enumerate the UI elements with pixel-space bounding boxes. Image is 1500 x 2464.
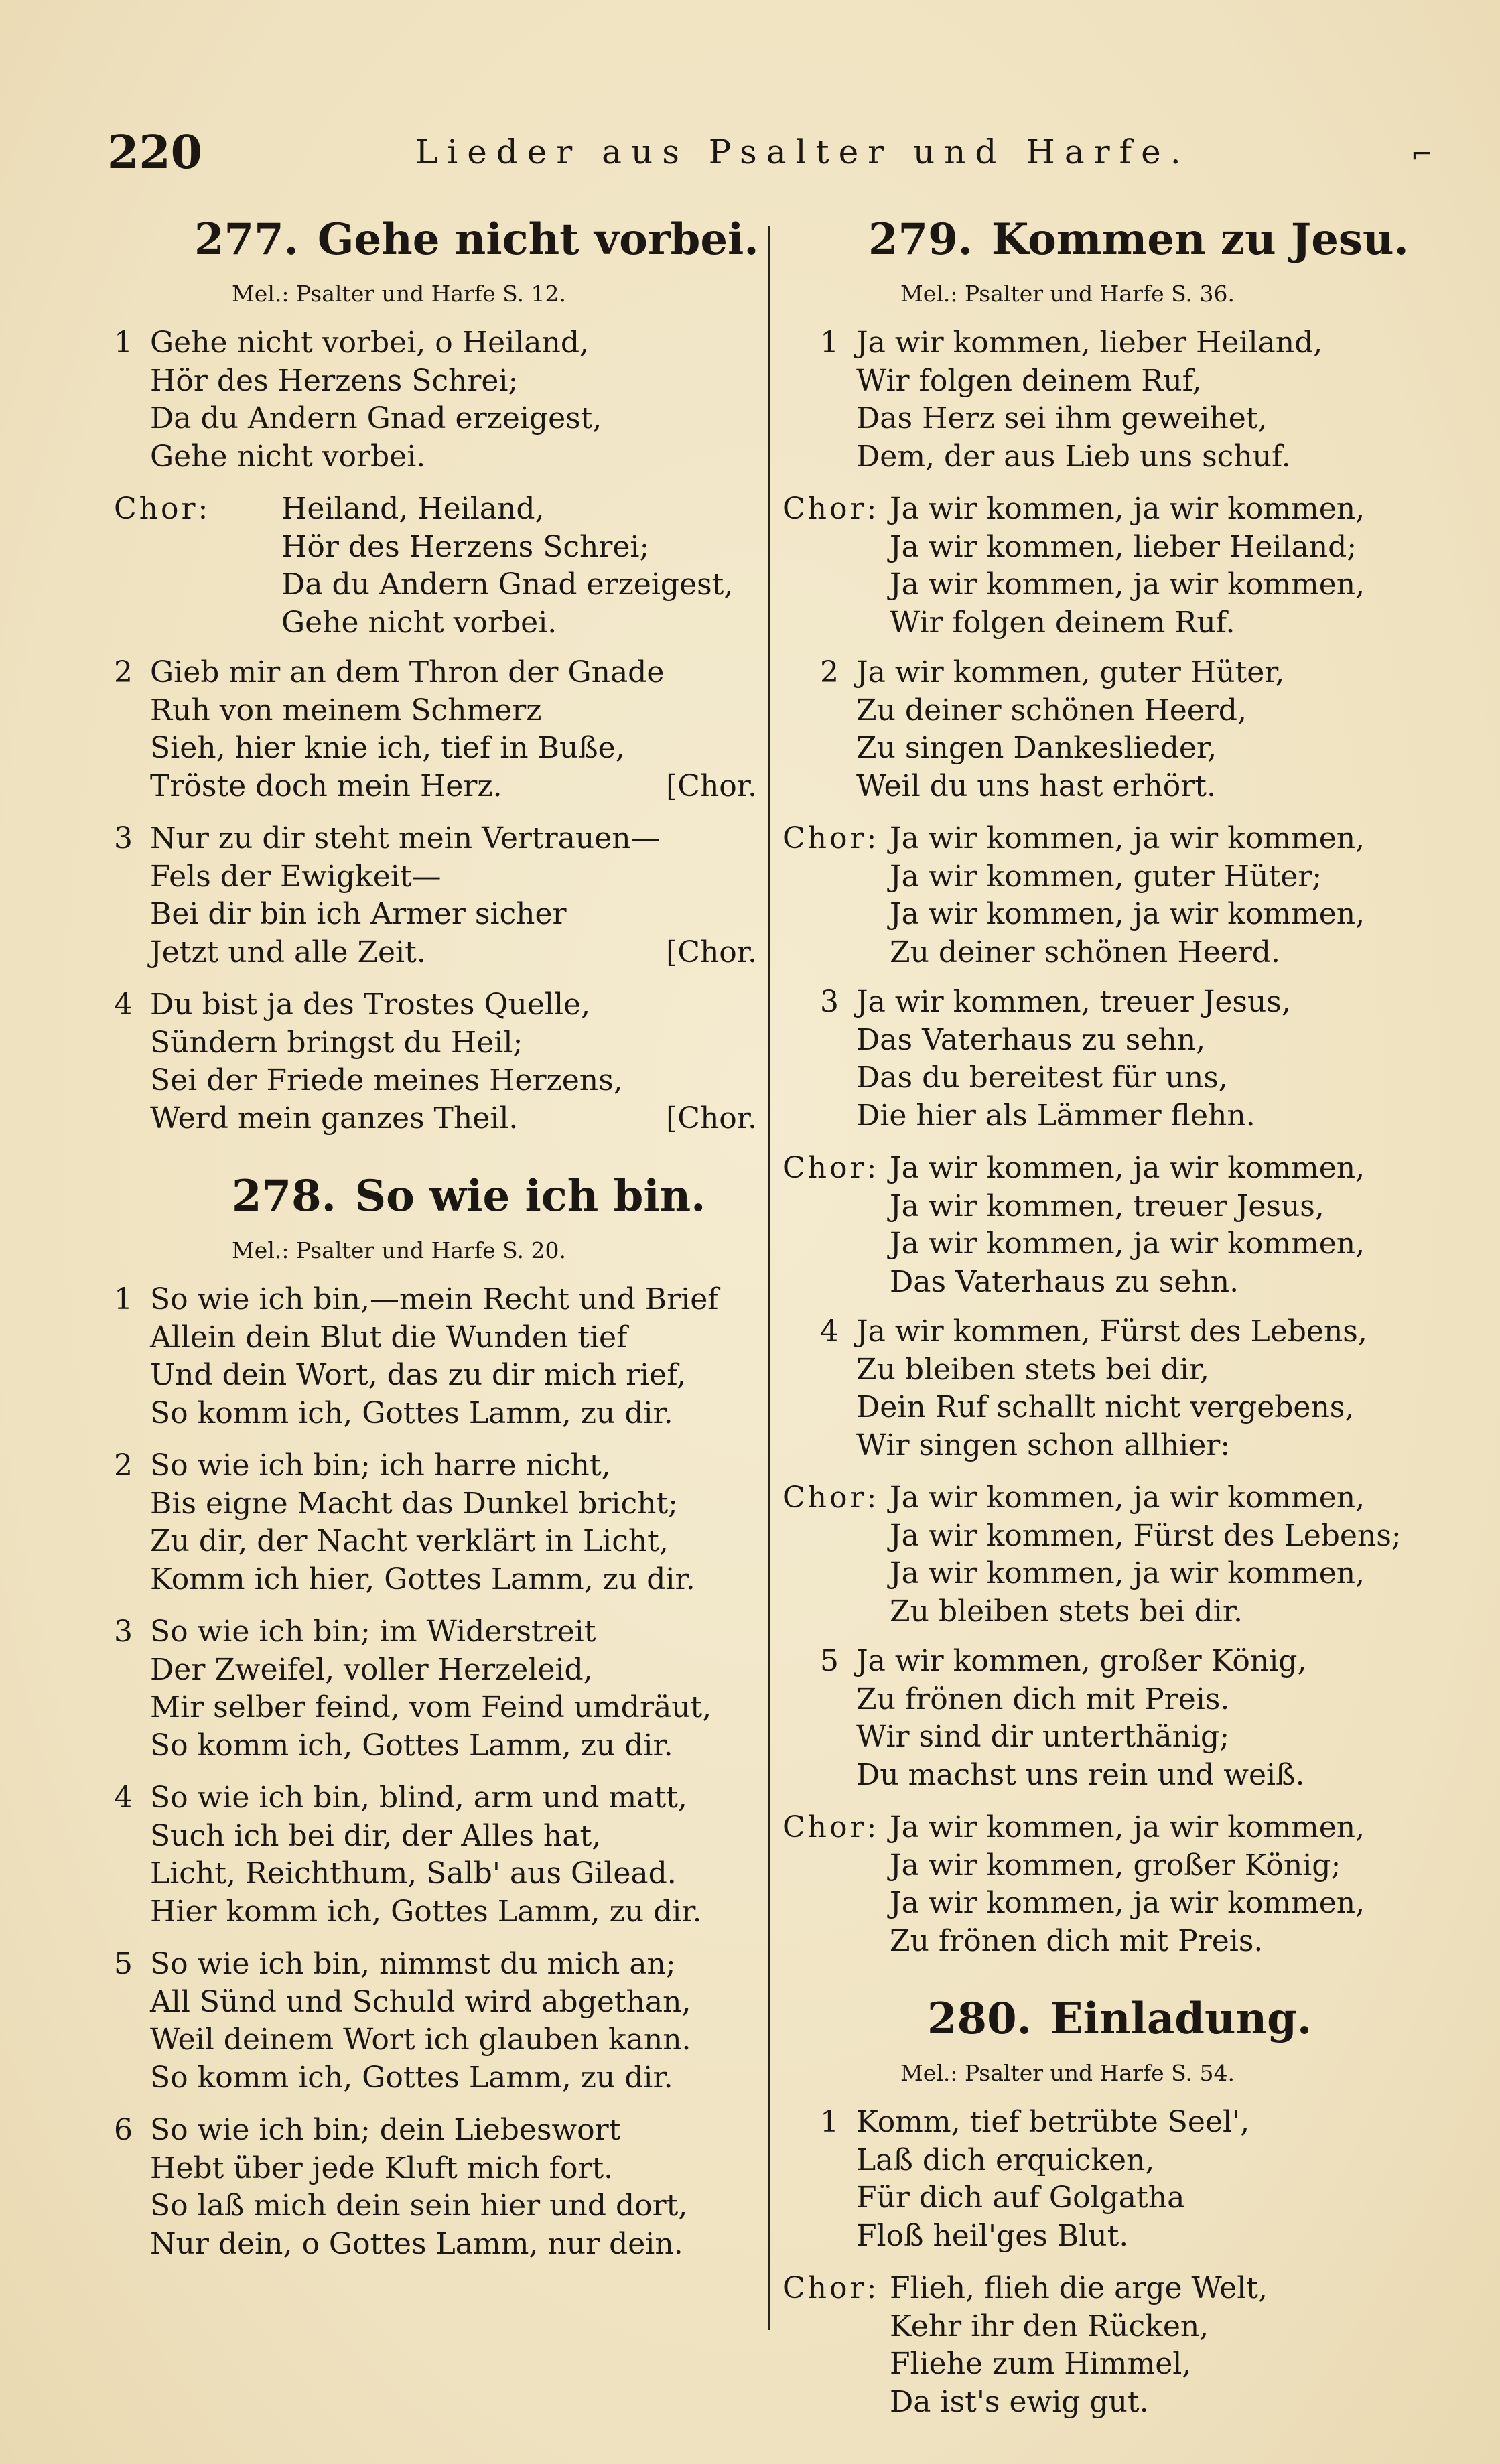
- verse-line: Weil du uns hast erhört.: [856, 768, 1216, 803]
- verse-line: Ja wir kommen, treuer Jesus,: [856, 985, 1291, 1019]
- stanza: [114, 1945, 757, 2097]
- verse-line: Tröste doch mein Herz.: [150, 768, 502, 803]
- chorus-line: Ja wir kommen, treuer Jesus,: [890, 1188, 1324, 1223]
- verse-line: So komm ich, Gottes Lamm, zu dir.: [150, 1728, 673, 1763]
- verse-line: Allein dein Blut die Wunden tief: [150, 1320, 628, 1355]
- verse-line: Gehe nicht vorbei.: [150, 439, 426, 474]
- verse-line: Komm ich hier, Gottes Lamm, zu dir.: [150, 1562, 695, 1596]
- verse-line: Dem, der aus Lieb uns schuf.: [856, 439, 1291, 474]
- verse-line: Zu bleiben stets bei dir,: [856, 1352, 1210, 1387]
- chorus-cue: [Chor.: [666, 768, 757, 803]
- stanza-number: 5: [114, 1947, 133, 1981]
- chorus-line: Ja wir kommen, Fürst des Lebens;: [890, 1518, 1402, 1553]
- chorus-line: Ja wir kommen, ja wir kommen,: [890, 1481, 1365, 1515]
- verse-line: Hebt über jede Kluft mich fort.: [150, 2150, 614, 2185]
- hymn-title: [868, 208, 1466, 272]
- stanza-number: 4: [114, 1781, 133, 1815]
- chorus-line: Hör des Herzens Schrei;: [281, 529, 650, 564]
- verse-line: Bei dir bin ich Armer sicher: [150, 897, 567, 931]
- chorus: [782, 1479, 1466, 1631]
- hymn-number: 279.: [868, 214, 973, 265]
- verse-line: So komm ich, Gottes Lamm, zu dir.: [150, 2060, 673, 2095]
- verse-line: Komm, tief betrübte Seel',: [856, 2105, 1250, 2139]
- verse-line: So wie ich bin; dein Liebeswort: [150, 2113, 621, 2147]
- stanza-number: 1: [820, 2105, 839, 2139]
- verse-line: Sei der Friede meines Herzens,: [150, 1063, 623, 1097]
- verse-line: Zu deiner schönen Heerd,: [856, 693, 1247, 728]
- chorus-label: Chor:: [114, 492, 211, 526]
- chorus-line: Ja wir kommen, ja wir kommen,: [890, 1886, 1365, 1920]
- verse-line: Hier komm ich, Gottes Lamm, zu dir.: [150, 1894, 702, 1929]
- verse-line: So wie ich bin; ich harre nicht,: [150, 1448, 611, 1483]
- hymn-title-text: Gehe nicht vorbei.: [317, 214, 759, 265]
- chorus-line: Zu frönen dich mit Preis.: [890, 1923, 1264, 1958]
- verse-line: Die hier als Lämmer flehn.: [856, 1098, 1255, 1133]
- chorus-line: Zu deiner schönen Heerd.: [890, 935, 1280, 969]
- verse-line: Wir folgen deinem Ruf,: [856, 363, 1202, 398]
- verse-line: Ja wir kommen, Fürst des Lebens,: [856, 1314, 1367, 1349]
- stanza-number: 2: [114, 1448, 133, 1483]
- hymn-279: [782, 208, 1466, 1960]
- verse-line: Zu frönen dich mit Preis.: [856, 1682, 1230, 1716]
- chorus-line: Ja wir kommen, guter Hüter;: [890, 859, 1322, 894]
- stanza-number: 1: [114, 1282, 133, 1316]
- chorus-line: Ja wir kommen, ja wir kommen,: [890, 1556, 1365, 1590]
- verse-line: Du bist ja des Trostes Quelle,: [150, 987, 591, 1022]
- hymn-title: [194, 208, 757, 272]
- stanza-number: 3: [820, 985, 839, 1019]
- verse-line: So wie ich bin, nimmst du mich an;: [150, 1947, 676, 1981]
- hymn-title: [232, 1164, 757, 1229]
- verse-line: Wir sind dir unterthänig;: [856, 1720, 1230, 1754]
- verse-line: Ja wir kommen, großer König,: [856, 1644, 1307, 1678]
- stanza: [114, 2112, 757, 2263]
- verse-line: Licht, Reichthum, Salb' aus Gilead.: [150, 1856, 677, 1891]
- verse-line: So wie ich bin; im Widerstreit: [150, 1615, 596, 1649]
- stanza-number: 1: [114, 326, 133, 360]
- stanza-number: 4: [820, 1314, 839, 1349]
- chorus-label: Chor:: [782, 2271, 880, 2305]
- verse-line: Ja wir kommen, lieber Heiland,: [856, 326, 1323, 360]
- verse-line: Da du Andern Gnad erzeigest,: [150, 401, 602, 435]
- chorus-line: Kehr ihr den Rücken,: [890, 2309, 1209, 2343]
- verse-line: Floß heil'ges Blut.: [856, 2218, 1129, 2253]
- hymn-title-text: Einladung.: [1050, 1994, 1312, 2044]
- hymn-title: [927, 1987, 1466, 2051]
- melody-reference: Mel.: Psalter und Harfe S. 12.: [232, 281, 566, 307]
- verse-line: Such ich bei dir, der Alles hat,: [150, 1818, 602, 1853]
- chorus-line: Wir folgen deinem Ruf.: [890, 605, 1235, 640]
- verse-line: Wir singen schon allhier:: [856, 1428, 1231, 1462]
- chorus-line: Fliehe zum Himmel,: [890, 2347, 1192, 2381]
- hymn-277: [114, 208, 757, 1138]
- melody-reference: Mel.: Psalter und Harfe S. 36.: [900, 281, 1235, 307]
- verse-line: Das du bereitest für uns,: [856, 1060, 1228, 1095]
- verse-line: So wie ich bin,—mein Recht und Brief: [150, 1282, 719, 1316]
- verse-line: Das Vaterhaus zu sehn,: [856, 1022, 1206, 1057]
- chorus: [782, 1809, 1466, 1960]
- verse-line: Zu singen Dankeslieder,: [856, 731, 1217, 765]
- chorus-line: Da du Andern Gnad erzeigest,: [281, 567, 734, 602]
- stanza: [114, 1281, 757, 1432]
- chorus: [114, 490, 757, 642]
- chorus-line: Ja wir kommen, ja wir kommen,: [890, 1151, 1365, 1185]
- stanza-number: 4: [114, 987, 133, 1022]
- verse-line: All Sünd und Schuld wird abgethan,: [150, 1984, 691, 2019]
- verse-line: Nur dein, o Gottes Lamm, nur dein.: [150, 2226, 683, 2261]
- chorus-line: Ja wir kommen, ja wir kommen,: [890, 567, 1365, 602]
- stanza-number: 3: [114, 1615, 133, 1649]
- hymn-title-text: Kommen zu Jesu.: [991, 214, 1409, 265]
- chorus: [782, 490, 1466, 642]
- stanza: [114, 820, 757, 971]
- chorus-line: Ja wir kommen, ja wir kommen,: [890, 1810, 1365, 1844]
- verse-line: Bis eigne Macht das Dunkel bricht;: [150, 1486, 678, 1521]
- chorus: [782, 1150, 1466, 1301]
- verse-line: Ruh von meinem Schmerz: [150, 693, 542, 728]
- verse-line: Sieh, hier knie ich, tief in Buße,: [150, 731, 625, 765]
- stanza: [782, 1313, 1466, 1464]
- stanza: [782, 324, 1466, 476]
- stanza-number: 3: [114, 821, 133, 855]
- verse-line: Sündern bringst du Heil;: [150, 1025, 523, 1060]
- hymn-278: [114, 1164, 757, 2263]
- column-divider: [768, 226, 770, 2330]
- stanza: [782, 1643, 1466, 1794]
- stanza-number: 6: [114, 2113, 133, 2147]
- hymn-number: 278.: [232, 1171, 336, 1221]
- verse-line: Mir selber feind, vom Feind umdräut,: [150, 1690, 712, 1724]
- verse-line: Laß dich erquicken,: [856, 2142, 1155, 2177]
- stanza: [114, 654, 757, 805]
- chorus-cue: [Chor.: [666, 1101, 757, 1136]
- stanza-number: 1: [820, 326, 839, 360]
- chorus-line: Ja wir kommen, lieber Heiland;: [890, 529, 1357, 564]
- chorus-cue: [Chor.: [666, 935, 757, 969]
- stanza: [114, 324, 757, 476]
- chorus-line: Zu bleiben stets bei dir.: [890, 1594, 1243, 1629]
- stanza: [114, 1447, 757, 1598]
- melody-reference: Mel.: Psalter und Harfe S. 20.: [232, 1237, 566, 1263]
- chorus-line: Ja wir kommen, großer König;: [890, 1848, 1341, 1883]
- chorus-label: Chor:: [782, 1481, 880, 1515]
- chorus: [782, 820, 1466, 971]
- header-mark: ⌐: [1410, 139, 1433, 170]
- verse-line: Das Herz sei ihm geweihet,: [856, 401, 1268, 435]
- chorus-line: Gehe nicht vorbei.: [281, 605, 557, 640]
- chorus-line: Ja wir kommen, ja wir kommen,: [890, 897, 1365, 931]
- stanza-number: 2: [820, 655, 839, 689]
- chorus-line: Flieh, flieh die arge Welt,: [890, 2271, 1268, 2305]
- verse-line: Dein Ruf schallt nicht vergebens,: [856, 1390, 1355, 1424]
- stanza-number: 2: [114, 655, 133, 689]
- verse-line: Fels der Ewigkeit—: [150, 859, 441, 894]
- verse-line: Der Zweifel, voller Herzeleid,: [150, 1652, 593, 1687]
- verse-line: Und dein Wort, das zu dir mich rief,: [150, 1358, 686, 1392]
- running-title: Lieder aus Psalter und Harfe.: [415, 133, 1190, 172]
- verse-line: Du machst uns rein und weiß.: [856, 1757, 1305, 1792]
- page-number: 220: [107, 126, 202, 180]
- chorus-line: Das Vaterhaus zu sehn.: [890, 1264, 1239, 1299]
- hymn-title-text: So wie ich bin.: [354, 1171, 706, 1221]
- stanza: [782, 654, 1466, 805]
- chorus-line: Heiland, Heiland,: [281, 492, 545, 526]
- melody-reference: Mel.: Psalter und Harfe S. 54.: [900, 2060, 1235, 2086]
- chorus-line: Ja wir kommen, ja wir kommen,: [890, 1227, 1365, 1261]
- page-header: [107, 126, 1433, 186]
- stanza: [782, 2104, 1466, 2255]
- hymn-280: [782, 1987, 1466, 2421]
- chorus-label: Chor:: [782, 492, 880, 526]
- verse-line: So wie ich bin, blind, arm und matt,: [150, 1781, 687, 1815]
- verse-line: Jetzt und alle Zeit.: [150, 935, 426, 969]
- verse-line: Gieb mir an dem Thron der Gnade: [150, 655, 665, 689]
- stanza-number: 5: [820, 1644, 839, 1678]
- stanza: [782, 983, 1466, 1135]
- chorus-line: Ja wir kommen, ja wir kommen,: [890, 821, 1365, 855]
- verse-line: So laß mich dein sein hier und dort,: [150, 2189, 688, 2223]
- chorus-line: Ja wir kommen, ja wir kommen,: [890, 492, 1365, 526]
- chorus-label: Chor:: [782, 821, 880, 855]
- stanza: [114, 986, 757, 1138]
- hymn-number: 280.: [927, 1994, 1032, 2044]
- verse-line: So komm ich, Gottes Lamm, zu dir.: [150, 1395, 673, 1430]
- chorus: [782, 2270, 1466, 2421]
- chorus-label: Chor:: [782, 1810, 880, 1844]
- verse-line: Weil deinem Wort ich glauben kann.: [150, 2023, 691, 2057]
- hymn-number: 277.: [194, 214, 299, 265]
- verse-line: Werd mein ganzes Theil.: [150, 1101, 519, 1136]
- verse-line: Gehe nicht vorbei, o Heiland,: [150, 326, 589, 360]
- chorus-label: Chor:: [782, 1151, 880, 1185]
- stanza: [114, 1613, 757, 1765]
- left-column: [114, 208, 757, 2290]
- right-column: [782, 208, 1466, 2448]
- verse-line: Für dich auf Golgatha: [856, 2181, 1185, 2215]
- verse-line: Hör des Herzens Schrei;: [150, 363, 519, 398]
- stanza: [114, 1779, 757, 1931]
- verse-line: Ja wir kommen, guter Hüter,: [856, 655, 1285, 689]
- verse-line: Nur zu dir steht mein Vertrauen—: [150, 821, 661, 855]
- verse-line: Zu dir, der Nacht verklärt in Licht,: [150, 1524, 669, 1558]
- chorus-line: Da ist's ewig gut.: [890, 2384, 1149, 2419]
